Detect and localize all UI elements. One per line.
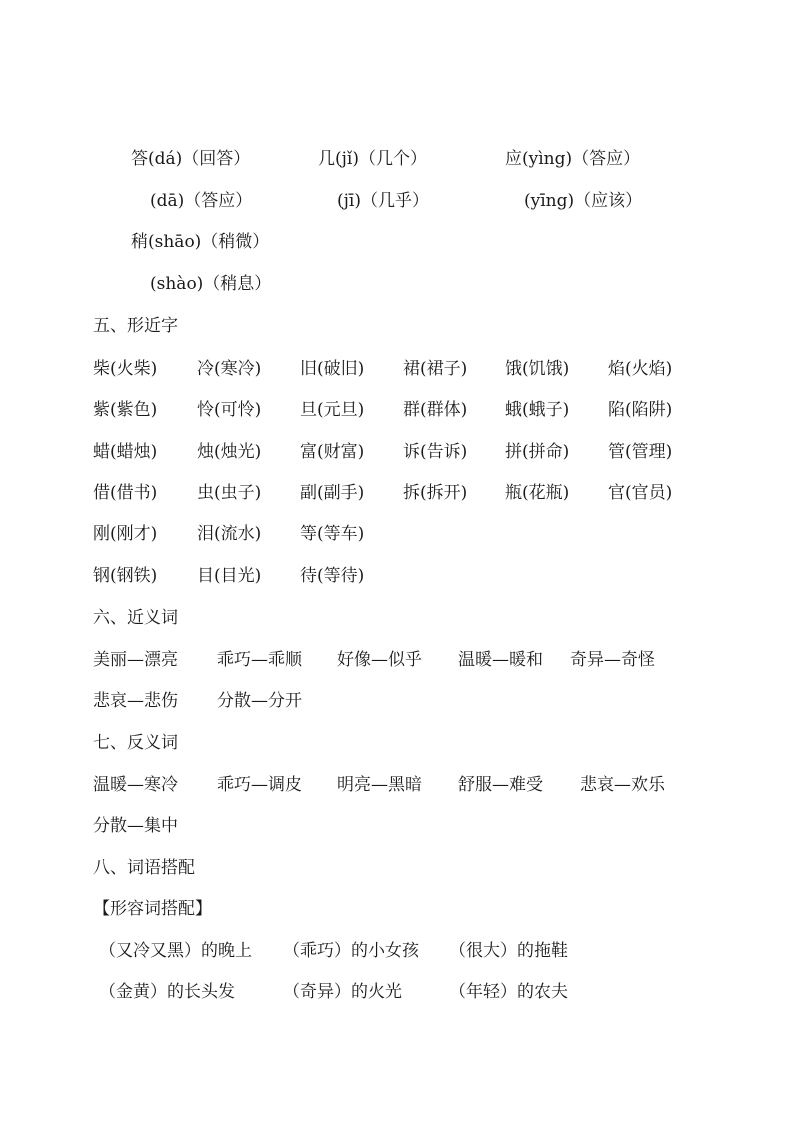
word-item: 刚(刚才) bbox=[93, 524, 158, 544]
word-pair: 悲哀—悲伤 bbox=[93, 691, 178, 711]
word-item: 拆(拆开) bbox=[403, 483, 468, 503]
word-item: 虫(虫子) bbox=[197, 483, 262, 503]
word-pair: 美丽—漂亮 bbox=[93, 650, 178, 670]
word-pair: 乖巧—调皮 bbox=[217, 775, 302, 795]
section-heading-collocations: 八、词语搭配 bbox=[93, 858, 195, 878]
section-heading-synonyms: 六、近义词 bbox=[93, 608, 178, 628]
section-heading-similar-chars: 五、形近字 bbox=[93, 316, 178, 336]
word-item: 目(目光) bbox=[197, 566, 262, 586]
similar-chars-row bbox=[93, 357, 713, 381]
polyphone-item: 答(dá)（回答） bbox=[131, 149, 251, 169]
word-pair: 悲哀—欢乐 bbox=[580, 775, 665, 795]
word-item: 饿(饥饿) bbox=[505, 359, 570, 379]
polyphone-item: (shào)（稍息） bbox=[150, 274, 272, 294]
subsection-heading-adjective-collocations: 【形容词搭配】 bbox=[93, 899, 212, 919]
collocation-item: （年轻）的农夫 bbox=[449, 982, 568, 1002]
word-pair: 奇异—奇怪 bbox=[570, 650, 655, 670]
collocation-item: （金黄）的长头发 bbox=[99, 982, 235, 1002]
polyphone-item: 稍(shāo)（稍微） bbox=[131, 232, 270, 252]
word-pair: 温暖—寒冷 bbox=[93, 775, 178, 795]
collocation-item: （很大）的拖鞋 bbox=[449, 941, 568, 961]
word-item: 烛(烛光) bbox=[197, 442, 262, 462]
word-item: 陷(陷阱) bbox=[608, 400, 673, 420]
similar-chars-row bbox=[93, 522, 713, 546]
word-item: 紫(紫色) bbox=[93, 400, 158, 420]
collocation-item: （乖巧）的小女孩 bbox=[283, 941, 419, 961]
word-item: 拼(拼命) bbox=[505, 442, 570, 462]
collocation-row bbox=[93, 939, 713, 963]
word-pair: 分散—集中 bbox=[93, 816, 178, 836]
word-item: 待(等待) bbox=[300, 566, 365, 586]
word-item: 钢(钢铁) bbox=[93, 566, 158, 586]
polyphone-item: 应(yìng)（答应） bbox=[505, 149, 641, 169]
word-item: 焰(火焰) bbox=[608, 359, 673, 379]
word-item: 官(官员) bbox=[608, 483, 673, 503]
word-item: 诉(告诉) bbox=[403, 442, 468, 462]
similar-chars-row bbox=[93, 398, 713, 422]
antonyms-row bbox=[93, 814, 733, 838]
antonyms-row bbox=[93, 773, 733, 797]
word-item: 管(管理) bbox=[608, 442, 673, 462]
similar-chars-row bbox=[93, 440, 713, 464]
word-item: 旦(元旦) bbox=[300, 400, 365, 420]
word-pair: 舒服—难受 bbox=[458, 775, 543, 795]
synonyms-row bbox=[93, 648, 733, 672]
word-item: 泪(流水) bbox=[197, 524, 262, 544]
word-pair: 分散—分开 bbox=[217, 691, 302, 711]
word-pair: 乖巧—乖顺 bbox=[217, 650, 302, 670]
word-item: 柴(火柴) bbox=[93, 359, 158, 379]
polyphone-item: 几(jǐ)（几个） bbox=[318, 149, 427, 169]
polyphone-item: (yīng)（应该） bbox=[524, 191, 643, 211]
word-pair: 温暖—暖和 bbox=[458, 650, 543, 670]
polyphone-item: (dā)（答应） bbox=[150, 191, 253, 211]
similar-chars-row bbox=[93, 564, 713, 588]
word-item: 副(副手) bbox=[300, 483, 365, 503]
word-item: 等(等车) bbox=[300, 524, 365, 544]
collocation-item: （奇异）的火光 bbox=[283, 982, 402, 1002]
section-heading-antonyms: 七、反义词 bbox=[93, 733, 178, 753]
word-item: 群(群体) bbox=[403, 400, 468, 420]
collocation-row bbox=[93, 980, 713, 1004]
synonyms-row bbox=[93, 689, 733, 713]
word-item: 借(借书) bbox=[93, 483, 158, 503]
similar-chars-row bbox=[93, 481, 713, 505]
polyphone-item: (jī)（几乎） bbox=[337, 191, 429, 211]
word-item: 怜(可怜) bbox=[197, 400, 262, 420]
word-pair: 明亮—黑暗 bbox=[337, 775, 422, 795]
word-item: 蜡(蜡烛) bbox=[93, 442, 158, 462]
collocation-item: （又冷又黑）的晚上 bbox=[99, 941, 252, 961]
word-item: 蛾(蛾子) bbox=[505, 400, 570, 420]
word-item: 富(财富) bbox=[300, 442, 365, 462]
word-item: 冷(寒冷) bbox=[197, 359, 262, 379]
word-item: 瓶(花瓶) bbox=[505, 483, 570, 503]
word-pair: 好像—似乎 bbox=[337, 650, 422, 670]
word-item: 旧(破旧) bbox=[300, 359, 365, 379]
word-item: 裙(裙子) bbox=[403, 359, 468, 379]
